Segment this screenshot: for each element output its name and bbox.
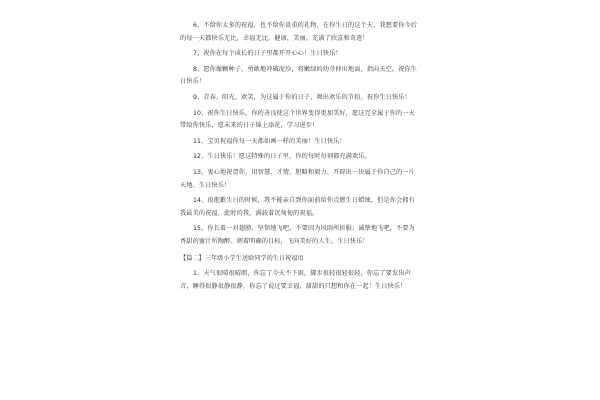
paragraph-11: 11、宝贝祝福你每一天都如画一样的美丽！生日快乐！ <box>193 137 346 145</box>
paragraph-15: 15、你长着一对翅膀，坚韧地飞吧，不要因为风雨所折服；诚挚地飞吧，不要为香甜的蜜汁所陶醉。朝着明确的目标，飞向美好的人生。生日快乐！ <box>180 225 415 245</box>
paragraph-7: 7、祝你在每个成长的日子里都开开心心！生日快乐！ <box>193 50 342 58</box>
paragraph-8: 8、愿你像颗种子，勇敢地冲破泥沙，将嫩绿的幼芽伸出地面，指向天空。祝你生日快乐！ <box>180 65 418 86</box>
paragraph-9: 9、青春、阳光、欢笑，为这属于你的日子，舞出欢乐的节拍。祝你生日快乐！ <box>193 93 411 101</box>
paragraph-12: 12、生日快乐！愿这特殊的日子里，你的每时每刻都充满欢乐。 <box>193 153 371 161</box>
document-content <box>180 20 418 296</box>
paragraph-13: 13、衷心地祝贺你，用智慧、才情，胆略和毅力，开辟出一块属于你自己的一片天地，生日快乐！ <box>180 168 415 189</box>
paragraph-10: 10、祝你生日快乐，你的善良使这个世界变得更加美好，愿这完全属于你的一天带给你快乐，愿未来的日子锦上添花，学习进步！ <box>180 109 415 130</box>
section-heading: 【篇二】三年级小学生送给同学的生日祝福语 <box>180 254 304 262</box>
section-paragraph-1: 1、天气很晴很晴朗，你忘了今天不下雨，脚步很轻很轻很轻，你忘了要发出声音，睡得很静很静很静，你忘了说过要幸福，甜甜的只想和你在一起！生日快乐！ <box>180 270 411 290</box>
paragraph-6: 6、不给你太多的祝福，也不给你贵重的礼物，在你生日的这个天，我想要你今后的每一天都快乐无比，幸福无比，健康，美丽，充满了欣喜和奇迹！ <box>180 22 418 42</box>
paragraph-14: 14、很抱歉生日的时候，我不能亲自到你面前给你点燃生日蜡烛，但是你会拥有我最美的祝福，此时的我，满载着沉甸甸的祝福。 <box>180 197 415 217</box>
